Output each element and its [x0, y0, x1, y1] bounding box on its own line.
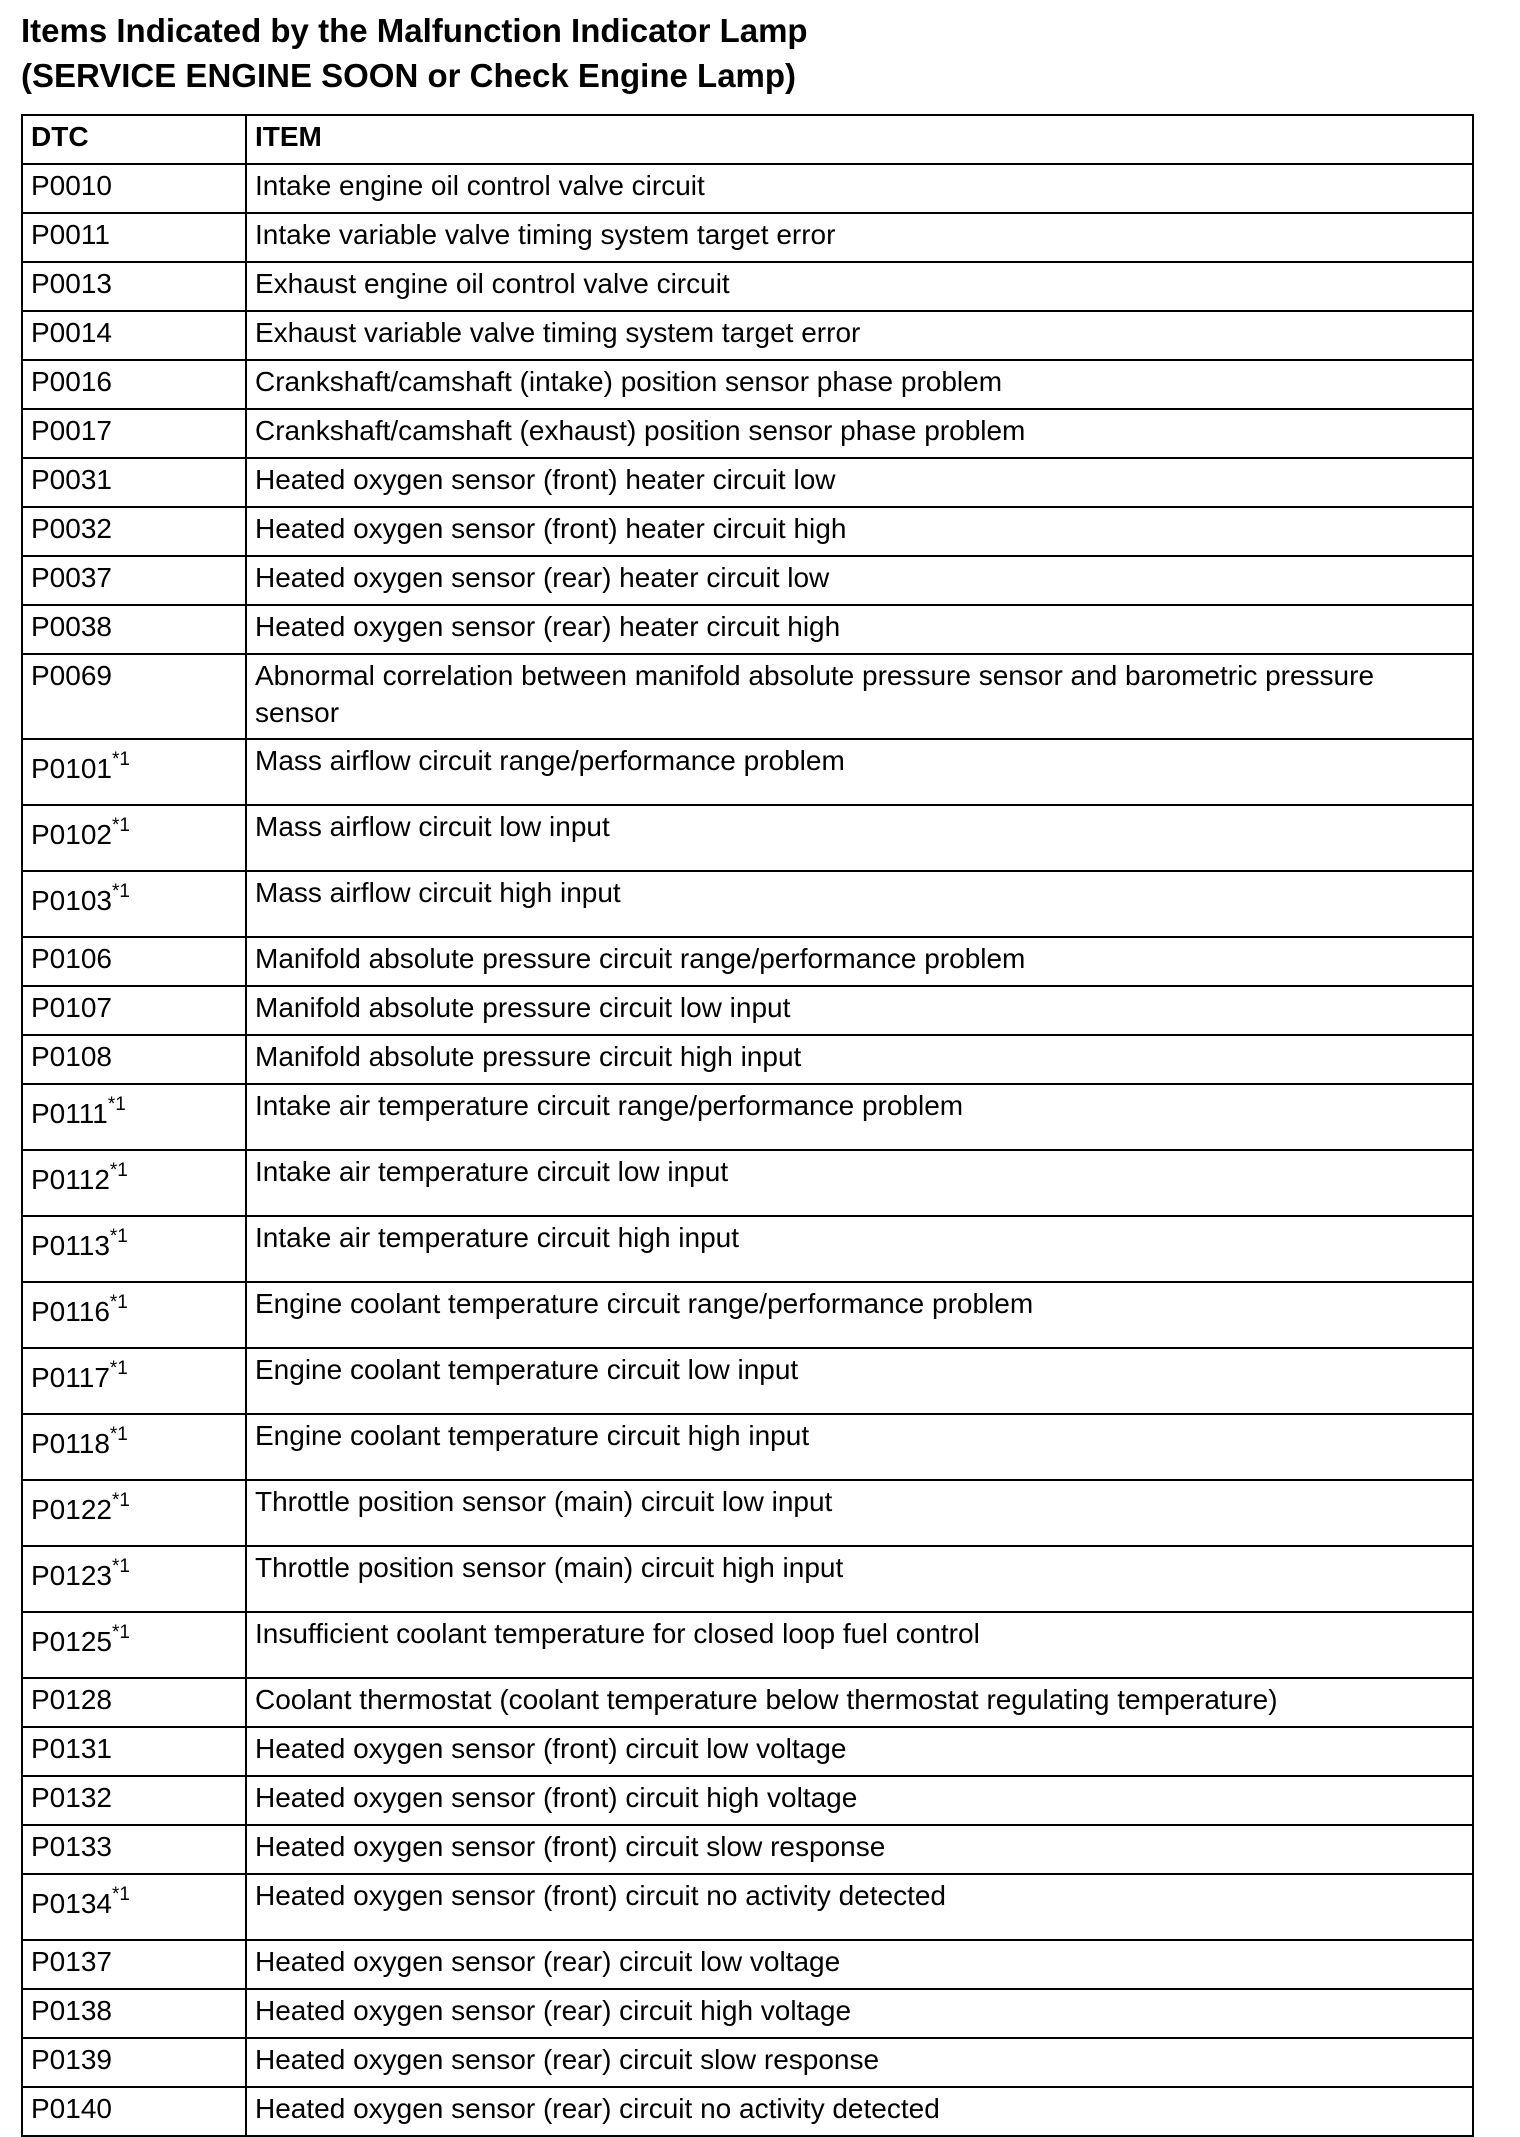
table-row [22, 1612, 1473, 1678]
dtc-item-description: Intake air temperature circuit high input [246, 1216, 1473, 1282]
dtc-item-description: Throttle position sensor (main) circuit low input [246, 1480, 1473, 1546]
footnote-marker: *1 [111, 1621, 130, 1643]
dtc-code-cell [22, 1546, 246, 1612]
page-title [21, 8, 808, 98]
dtc-item-description: Heated oxygen sensor (front) circuit low voltage [246, 1727, 1473, 1776]
table-row [22, 1282, 1473, 1348]
footnote-marker: *1 [109, 1159, 128, 1181]
footnote-marker: *1 [109, 1423, 128, 1445]
column-header-dtc: DTC [22, 115, 246, 164]
dtc-code-cell [22, 937, 246, 986]
dtc-code: P0102 [31, 819, 112, 850]
dtc-code: P0113 [31, 1230, 110, 1261]
dtc-code: P0103 [31, 885, 112, 916]
dtc-code-cell [22, 1825, 246, 1874]
dtc-code: P0031 [31, 464, 112, 495]
dtc-code-cell [22, 739, 246, 805]
table-row [22, 1414, 1473, 1480]
dtc-item-description: Mass airflow circuit high input [246, 871, 1473, 937]
table-row [22, 1727, 1473, 1776]
dtc-item-description: Heated oxygen sensor (front) circuit slow response [246, 1825, 1473, 1874]
dtc-code-cell [22, 1727, 246, 1776]
dtc-code: P0112 [31, 1164, 110, 1195]
dtc-item-description: Heated oxygen sensor (rear) circuit high voltage [246, 1989, 1473, 2038]
table-row [22, 1216, 1473, 1282]
dtc-code: P0116 [31, 1296, 110, 1327]
dtc-item-description: Heated oxygen sensor (front) circuit no activity detected [246, 1874, 1473, 1940]
table-row [22, 1348, 1473, 1414]
dtc-code-cell [22, 1035, 246, 1084]
dtc-item-description: Abnormal correlation between manifold absolute pressure sensor and barometric pressure sensor [246, 654, 1473, 739]
footnote-marker: *1 [109, 1225, 128, 1247]
dtc-code-cell [22, 409, 246, 458]
table-row [22, 556, 1473, 605]
dtc-item-description: Heated oxygen sensor (front) heater circuit low [246, 458, 1473, 507]
dtc-code-cell [22, 164, 246, 213]
dtc-code: P0032 [31, 513, 112, 544]
table-row [22, 507, 1473, 556]
dtc-code: P0132 [31, 1782, 112, 1813]
dtc-code-cell [22, 1414, 246, 1480]
footnote-marker: *1 [109, 1357, 128, 1379]
dtc-code: P0069 [31, 660, 112, 691]
dtc-item-description: Engine coolant temperature circuit low input [246, 1348, 1473, 1414]
table-row [22, 458, 1473, 507]
dtc-code: P0013 [31, 268, 112, 299]
dtc-item-description: Crankshaft/camshaft (exhaust) position sensor phase problem [246, 409, 1473, 458]
dtc-item-description: Heated oxygen sensor (rear) circuit slow response [246, 2038, 1473, 2087]
dtc-item-description: Manifold absolute pressure circuit high input [246, 1035, 1473, 1084]
dtc-code-cell [22, 1084, 246, 1150]
dtc-code: P0128 [31, 1684, 112, 1715]
dtc-item-description: Manifold absolute pressure circuit low input [246, 986, 1473, 1035]
table-header-row [22, 115, 1473, 164]
table-row [22, 213, 1473, 262]
dtc-item-description: Crankshaft/camshaft (intake) position sensor phase problem [246, 360, 1473, 409]
dtc-code-cell [22, 805, 246, 871]
dtc-code-cell [22, 1678, 246, 1727]
dtc-code-cell [22, 654, 246, 739]
dtc-item-description: Coolant thermostat (coolant temperature below thermostat regulating temperature) [246, 1678, 1473, 1727]
dtc-code: P0137 [31, 1946, 112, 1977]
dtc-code-cell [22, 2038, 246, 2087]
dtc-code-cell [22, 458, 246, 507]
dtc-code-cell [22, 360, 246, 409]
dtc-code-cell [22, 213, 246, 262]
dtc-code-cell [22, 507, 246, 556]
table-row [22, 1678, 1473, 1727]
dtc-code-cell [22, 1216, 246, 1282]
dtc-code: P0125 [31, 1626, 112, 1657]
table-row [22, 2038, 1473, 2087]
dtc-item-description: Intake variable valve timing system target error [246, 213, 1473, 262]
table-row [22, 1546, 1473, 1612]
title-line-1: Items Indicated by the Malfunction Indicator Lamp [21, 12, 808, 49]
dtc-item-description: Manifold absolute pressure circuit range/performance problem [246, 937, 1473, 986]
dtc-code: P0140 [31, 2093, 112, 2124]
dtc-code: P0106 [31, 943, 112, 974]
dtc-item-description: Heated oxygen sensor (rear) circuit low voltage [246, 1940, 1473, 1989]
dtc-item-description: Mass airflow circuit low input [246, 805, 1473, 871]
title-line-2: (SERVICE ENGINE SOON or Check Engine Lamp) [21, 57, 797, 94]
table-row [22, 1874, 1473, 1940]
table-row [22, 311, 1473, 360]
table-row [22, 871, 1473, 937]
dtc-item-description: Intake air temperature circuit low input [246, 1150, 1473, 1216]
table-row [22, 164, 1473, 213]
dtc-code: P0134 [31, 1888, 112, 1919]
table-row [22, 605, 1473, 654]
dtc-code: P0107 [31, 992, 112, 1023]
table-row [22, 1940, 1473, 1989]
dtc-code-cell [22, 1612, 246, 1678]
column-header-item: ITEM [246, 115, 1473, 164]
dtc-item-description: Engine coolant temperature circuit high input [246, 1414, 1473, 1480]
footnote-marker: *1 [111, 1555, 130, 1577]
table-row [22, 654, 1473, 739]
dtc-code-cell [22, 1989, 246, 2038]
dtc-item-description: Heated oxygen sensor (rear) heater circuit high [246, 605, 1473, 654]
dtc-code-cell [22, 986, 246, 1035]
table-row [22, 1035, 1473, 1084]
dtc-code-cell [22, 262, 246, 311]
dtc-table [21, 114, 1474, 2137]
footnote-marker: *1 [111, 748, 130, 770]
dtc-item-description: Mass airflow circuit range/performance problem [246, 739, 1473, 805]
dtc-code: P0037 [31, 562, 112, 593]
table-row [22, 1480, 1473, 1546]
dtc-code-cell [22, 871, 246, 937]
dtc-code-cell [22, 311, 246, 360]
dtc-code: P0038 [31, 611, 112, 642]
dtc-code: P0017 [31, 415, 112, 446]
footnote-marker: *1 [109, 1291, 128, 1313]
dtc-item-description: Insufficient coolant temperature for closed loop fuel control [246, 1612, 1473, 1678]
table-row [22, 1825, 1473, 1874]
table-row [22, 739, 1473, 805]
dtc-code: P0131 [31, 1733, 112, 1764]
dtc-item-description: Exhaust variable valve timing system target error [246, 311, 1473, 360]
dtc-code-cell [22, 605, 246, 654]
dtc-code: P0139 [31, 2044, 112, 2075]
dtc-code: P0011 [31, 219, 110, 250]
dtc-code-cell [22, 1940, 246, 1989]
table-body [22, 164, 1473, 2136]
dtc-code-cell [22, 2087, 246, 2136]
dtc-code: P0133 [31, 1831, 112, 1862]
dtc-code: P0016 [31, 366, 112, 397]
table-row [22, 805, 1473, 871]
dtc-item-description: Heated oxygen sensor (front) circuit high voltage [246, 1776, 1473, 1825]
dtc-code: P0101 [31, 753, 112, 784]
dtc-item-description: Heated oxygen sensor (rear) circuit no activity detected [246, 2087, 1473, 2136]
table-row [22, 262, 1473, 311]
footnote-marker: *1 [111, 1489, 130, 1511]
dtc-code: P0118 [31, 1428, 110, 1459]
table-row [22, 360, 1473, 409]
dtc-code: P0111 [31, 1098, 108, 1129]
table-row [22, 1776, 1473, 1825]
dtc-item-description: Exhaust engine oil control valve circuit [246, 262, 1473, 311]
dtc-code: P0138 [31, 1995, 112, 2026]
dtc-code-cell [22, 1348, 246, 1414]
dtc-code: P0123 [31, 1560, 112, 1591]
dtc-code-cell [22, 1776, 246, 1825]
footnote-marker: *1 [111, 1883, 130, 1905]
table-row [22, 986, 1473, 1035]
dtc-code-cell [22, 1874, 246, 1940]
footnote-marker: *1 [111, 814, 130, 836]
table-row [22, 1989, 1473, 2038]
dtc-code: P0122 [31, 1494, 112, 1525]
table-row [22, 1084, 1473, 1150]
table-row [22, 409, 1473, 458]
dtc-code-cell [22, 1480, 246, 1546]
dtc-item-description: Engine coolant temperature circuit range/performance problem [246, 1282, 1473, 1348]
dtc-code-cell [22, 556, 246, 605]
footnote-marker: *1 [111, 880, 130, 902]
table-row [22, 1150, 1473, 1216]
dtc-code: P0014 [31, 317, 112, 348]
dtc-item-description: Intake air temperature circuit range/performance problem [246, 1084, 1473, 1150]
dtc-code: P0108 [31, 1041, 112, 1072]
dtc-code-cell [22, 1150, 246, 1216]
table-row [22, 937, 1473, 986]
table-row [22, 2087, 1473, 2136]
dtc-item-description: Throttle position sensor (main) circuit high input [246, 1546, 1473, 1612]
dtc-code: P0010 [31, 170, 112, 201]
dtc-code-cell [22, 1282, 246, 1348]
dtc-item-description: Heated oxygen sensor (rear) heater circuit low [246, 556, 1473, 605]
dtc-item-description: Heated oxygen sensor (front) heater circuit high [246, 507, 1473, 556]
dtc-code: P0117 [31, 1362, 110, 1393]
dtc-item-description: Intake engine oil control valve circuit [246, 164, 1473, 213]
footnote-marker: *1 [107, 1093, 126, 1115]
